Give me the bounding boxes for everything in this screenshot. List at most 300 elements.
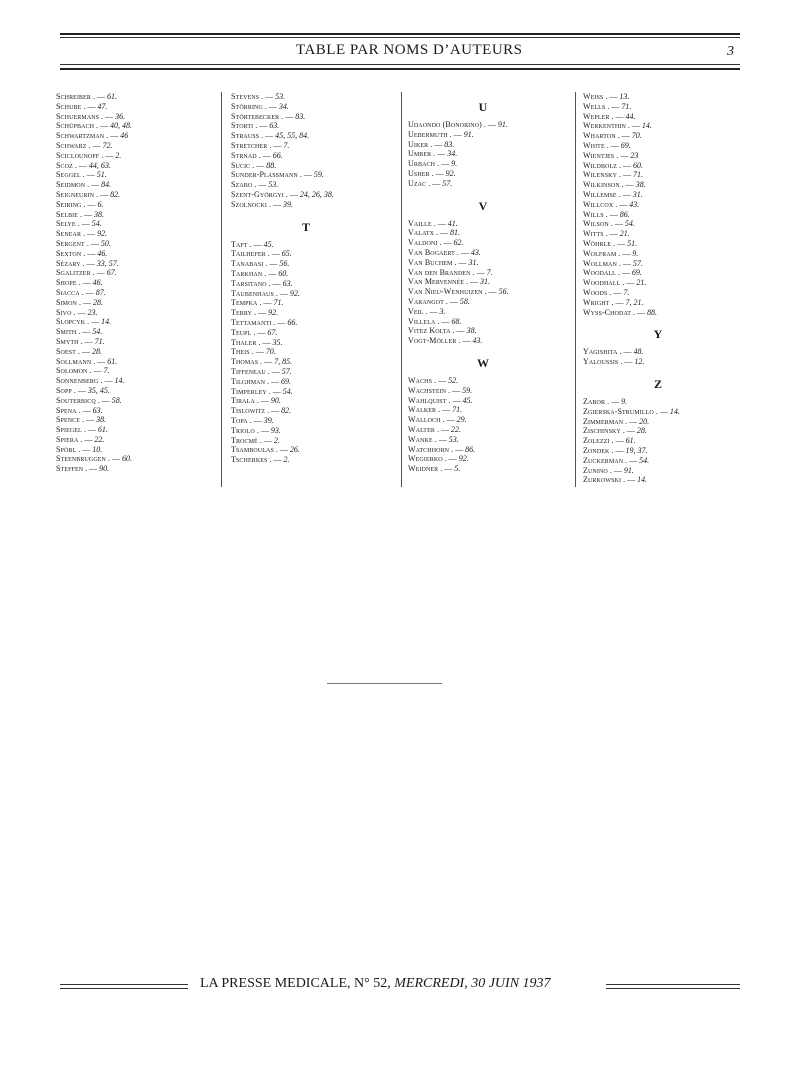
index-entry [56,131,216,141]
page-references: 38. [96,415,107,425]
header-top-rule-thin [60,37,740,38]
index-entry [56,376,216,386]
page-references: 82. [110,189,121,199]
index-entry [583,151,743,161]
entry-separator: . — [82,415,95,425]
footer-left-rule [60,984,188,985]
entry-separator: . — [96,121,109,131]
page-references: 14. [641,121,652,131]
author-name: Wright [583,297,610,307]
page-references: 38. [466,326,477,336]
index-entry [583,407,743,417]
index-entry [583,141,743,151]
entry-separator: . — [73,385,86,395]
index-entry [408,169,568,179]
index-entry [231,328,391,338]
page-references: 24, 26, 38. [299,189,334,199]
page-references: 52. [448,375,459,385]
author-name: Sexton [56,248,82,258]
author-name: Timperley [231,386,267,396]
page-references: 60. [278,268,289,278]
author-name: Simon [56,297,77,307]
index-entry [231,269,391,279]
entry-separator: . — [609,465,622,475]
page-references: 66. [287,317,298,327]
page-references: 53. [448,434,459,444]
author-name: Triolo [231,425,255,435]
page-references: 53. [268,180,279,190]
index-entry [231,406,391,416]
page-references: 23 [630,150,639,160]
index-entry [408,336,568,346]
entry-separator: . — [425,306,438,316]
author-name: Zimmerman [583,416,624,426]
index-entry [231,416,391,426]
index-entry [583,298,743,308]
index-entry [56,464,216,474]
entry-separator: . — [433,218,446,228]
entry-separator: . — [611,297,624,307]
author-name: Strauss [231,131,260,141]
index-entry [408,425,568,435]
index-entry [231,249,391,259]
index-entry [408,149,568,159]
author-name: Woodall [583,268,616,278]
entry-separator: . — [611,445,624,455]
header-top-rule [60,33,740,35]
author-name: Sézary [56,258,81,268]
page-references: 34. [278,101,289,111]
page-references: 7. [486,267,493,277]
page-references: 90. [270,396,281,406]
section-letter: Y [653,327,663,342]
author-name: Senear [56,229,82,239]
author-name: Villela [408,316,436,326]
page-references: 51. [627,238,638,248]
entry-separator: . — [613,238,626,248]
page-references: 13. [619,92,630,101]
index-entry [583,161,743,171]
index-entry [231,396,391,406]
page-references: 14. [637,475,648,485]
entry-separator: . — [74,160,87,170]
page-references: 5. [454,464,461,474]
index-entry [56,161,216,171]
page-references: 36. [115,111,126,121]
header-bottom-rule-thin [60,64,740,65]
page-references: 91. [497,120,508,129]
author-name: Storti [231,121,254,131]
author-name: Yagishita [583,347,618,357]
page-references: 92. [289,288,300,298]
author-name: Woodhall [583,278,621,288]
entry-separator: . — [454,257,467,267]
author-name: Vogt-Möller [408,336,457,346]
entry-separator: . — [442,415,455,425]
author-name: Uzac [408,178,427,188]
page-references: 40, 48. [110,121,133,131]
author-name: Wöhrle [583,238,612,248]
author-name: Wollman [583,258,617,268]
page-references: 54. [91,219,102,229]
page-references: 34. [447,149,458,159]
page-references: 14. [101,317,112,327]
index-entry [231,141,391,151]
index-entry [231,426,391,436]
author-name: Trocmé [231,435,258,445]
author-name: Zurkowski [583,475,622,485]
entry-separator: . — [267,366,280,376]
page-references: 54. [639,455,650,465]
index-entry [56,141,216,151]
page-references: 2. [115,150,122,160]
page-references: 14. [114,376,125,386]
entry-separator: . — [615,199,628,209]
entry-separator: . — [85,464,98,474]
page-references: 14. [669,406,680,416]
index-entry [583,200,743,210]
author-name: Störtebecker [231,111,280,121]
author-name: Tiffeneau [231,366,266,376]
entry-separator: . — [78,327,91,337]
entry-separator: . — [106,131,119,141]
index-column-2 [231,92,391,465]
index-entry [583,210,743,220]
page-references: 48. [633,347,644,357]
entry-separator: . — [249,415,262,425]
author-name: Sgalitzer [56,268,91,278]
author-name: Weidner [408,464,439,474]
page-references: 35. [272,337,283,347]
page-references: 26. [289,445,300,455]
entry-separator: . — [618,248,631,258]
page-references: 20. [639,416,650,426]
author-name: Zuckerman [583,455,624,465]
page-references: 7. [103,366,110,376]
entry-separator: . — [448,385,461,395]
author-name: Solomon [56,366,88,376]
page-references: 29. [456,415,467,425]
author-name: Seidmon [56,180,86,190]
index-entry [583,278,743,288]
author-name: Sopp [56,385,72,395]
page-references: 61. [107,356,118,366]
index-entry [231,387,391,397]
page-references: 70. [631,131,642,141]
index-entry [408,454,568,464]
entry-separator: . — [89,366,102,376]
index-entry [408,386,568,396]
author-name: Walloch [408,415,441,425]
author-name: Van Buchem [408,257,453,267]
entry-separator: . — [259,298,272,308]
section-letter: Z [653,376,662,391]
entry-separator: . — [82,170,95,180]
author-name: Szent-Györgyi [231,189,284,199]
entry-separator: . — [254,308,267,318]
page-references: 63. [282,278,293,288]
index-entry [583,190,743,200]
entry-separator: . — [255,121,268,131]
entry-separator: . — [605,92,618,101]
page-references: 46. [97,248,108,258]
author-name: Willemse [583,189,617,199]
author-name: Störring [231,101,263,111]
author-name: Selye [56,219,76,229]
entry-separator: . — [451,444,464,454]
author-name: Steffen [56,464,84,474]
page-references: 31. [468,257,479,267]
author-name: Tscherkes [231,455,268,465]
entry-separator: . — [252,160,265,170]
author-name: Van Mervennée [408,277,465,287]
author-name: Zabor [583,396,606,406]
entry-separator: . — [484,287,497,297]
index-entry [583,219,743,229]
index-entry [56,190,216,200]
page-references: 67. [106,268,117,278]
author-name: Weiss [583,92,604,101]
header-bottom-rule [60,68,740,70]
page-references: 71. [273,298,284,308]
index-entry [56,180,216,190]
page-references: 92. [97,229,108,239]
author-name: Yaloussis [583,357,619,367]
index-entry [231,338,391,348]
entry-separator: . — [275,288,288,298]
page-references: 60. [633,160,644,170]
author-name: Theis [231,347,250,357]
index-entry [408,297,568,307]
entry-separator: . — [281,111,294,121]
section-letter: W [477,355,489,370]
author-name: Tarsitano [231,278,267,288]
index-entry [583,397,743,407]
index-entry [56,249,216,259]
entry-separator: . — [466,277,479,287]
page-references: 2. [283,455,290,465]
entry-separator: . — [625,455,638,465]
page-references: 71. [94,336,105,346]
author-name: Tislowitz [231,406,266,416]
entry-separator: . — [83,101,96,111]
author-name: Terry [231,308,253,318]
page-references: 44. [625,111,636,121]
section-letter: V [478,198,488,213]
entry-separator: . — [483,120,496,129]
page-references: 35, 45. [87,385,110,395]
index-entry [231,455,391,465]
entry-separator: . — [605,209,618,219]
page-references: 10. [92,444,103,454]
index-entry [583,347,743,357]
author-name: Veil [408,306,424,316]
author-name: Thaler [231,337,257,347]
entry-separator: . — [268,278,281,288]
author-name: Wahlquist [408,395,447,405]
entry-separator: . — [437,159,450,169]
entry-separator: . — [299,170,312,180]
index-entry [56,347,216,357]
author-name: Sergent [56,238,85,248]
page-references: 45. [263,239,274,249]
page-references: 67. [267,327,278,337]
index-entry [408,307,568,317]
index-entry [56,396,216,406]
author-name: Vitez Kolta [408,326,451,336]
index-entry [56,327,216,337]
author-name: Spiegel [56,425,82,435]
author-name: Schreiber [56,92,92,101]
index-entry [231,190,391,200]
author-name: Tarkhan [231,268,263,278]
footer-right-rule [606,984,740,985]
author-name: Werkenthin [583,121,626,131]
page-references: 50. [100,238,111,248]
entry-separator: . — [273,317,286,327]
index-entry [583,417,743,427]
entry-separator: . — [617,131,630,141]
entry-separator: . — [449,129,462,139]
author-name: Sciclounoff [56,150,100,160]
author-name: Seigneurin [56,189,95,199]
entry-separator: . — [86,238,99,248]
page-references: 9. [621,396,628,406]
entry-separator: . — [78,278,91,288]
page-references: 57. [442,178,453,188]
page-references: 21. [619,229,630,239]
entry-separator: . — [267,406,280,416]
page-references: 63. [92,405,103,415]
page-references: 83. [295,111,306,121]
page-references: 69. [631,268,642,278]
author-name: Sucic [231,160,251,170]
page-references: 84. [101,180,112,190]
index-entry [231,102,391,112]
author-name: Tanabasi [231,259,264,269]
index-entry [231,121,391,131]
author-name: Taubenhaus [231,288,274,298]
index-entry [583,131,743,141]
entry-separator: . — [77,219,90,229]
index-entry [408,258,568,268]
page-references: 46 [120,131,129,141]
page-references: 53. [275,92,286,101]
page-references: 86. [619,209,630,219]
entry-separator: . — [101,150,114,160]
index-entry [56,386,216,396]
page-references: 43. [470,247,481,257]
page-references: 54. [92,327,103,337]
page-references: 69. [620,140,631,150]
author-name: Van Bogaert [408,247,455,257]
index-entry [231,377,391,387]
index-entry [408,287,568,297]
index-entry [56,357,216,367]
page-references: 72. [102,140,113,150]
page-references: 28. [91,346,102,356]
index-entry [56,445,216,455]
author-name: Sivo [56,307,72,317]
index-entry [56,229,216,239]
page-references: 82. [281,406,292,416]
page-references: 51. [96,170,107,180]
page-references: 46. [92,278,103,288]
page-references: 88. [647,307,657,317]
author-name: Tsamboulas [231,445,274,455]
index-entry [56,425,216,435]
author-name: Uebermuth [408,129,448,139]
index-entry [583,475,743,485]
entry-separator: . — [93,356,106,366]
entry-separator: . — [611,436,624,446]
author-name: Zischinsky [583,426,621,436]
author-name: Valatx [408,228,435,238]
author-name: Tilghman [231,376,266,386]
page-references: 91. [463,129,474,139]
entry-separator: . — [620,357,633,367]
page-references: 45, 55, 84. [275,131,310,141]
entry-separator: . — [431,168,444,178]
page-references: 58. [459,296,470,306]
entry-separator: . — [633,307,645,317]
index-entry [583,239,743,249]
author-name: Wanke [408,434,433,444]
index-entry [56,454,216,464]
author-name: Szolnocki [231,199,268,209]
page-references: 92. [445,168,456,178]
entry-separator: . — [444,454,457,464]
author-name: Wells [583,101,606,111]
author-name: Sollmann [56,356,92,366]
entry-separator: . — [264,101,277,111]
page-references: 63. [269,121,280,131]
index-entry [583,229,743,239]
index-entry [56,259,216,269]
index-entry [408,219,568,229]
entry-separator: . — [264,268,277,278]
index-entry [583,426,743,436]
entry-separator: . — [269,455,282,465]
entry-separator: . — [445,296,458,306]
page-references: 68. [451,316,462,326]
entry-separator: . — [275,445,288,455]
entry-separator: . — [77,346,90,356]
author-name: Wharton [583,131,616,141]
footer-right-rule-thin [606,988,740,989]
index-entry [583,170,743,180]
entry-separator: . — [619,160,632,170]
entry-separator: . — [434,434,447,444]
index-entry [583,357,743,367]
index-entry [231,367,391,377]
page-references: 71. [452,405,463,415]
index-column-4 [583,92,743,485]
page-references: 60. [121,454,132,464]
author-name: Uiker [408,139,429,149]
page-references: 28. [92,297,103,307]
author-name: Wyss-Chodat [583,307,631,317]
index-entry [231,357,391,367]
index-entry [231,298,391,308]
index-entry [583,466,743,476]
entry-separator: . — [260,357,273,367]
author-name: Walker [408,405,437,415]
page-references: 31. [480,277,491,287]
index-entry [408,130,568,140]
index-entry [408,120,568,130]
page-references: 83. [444,139,455,149]
